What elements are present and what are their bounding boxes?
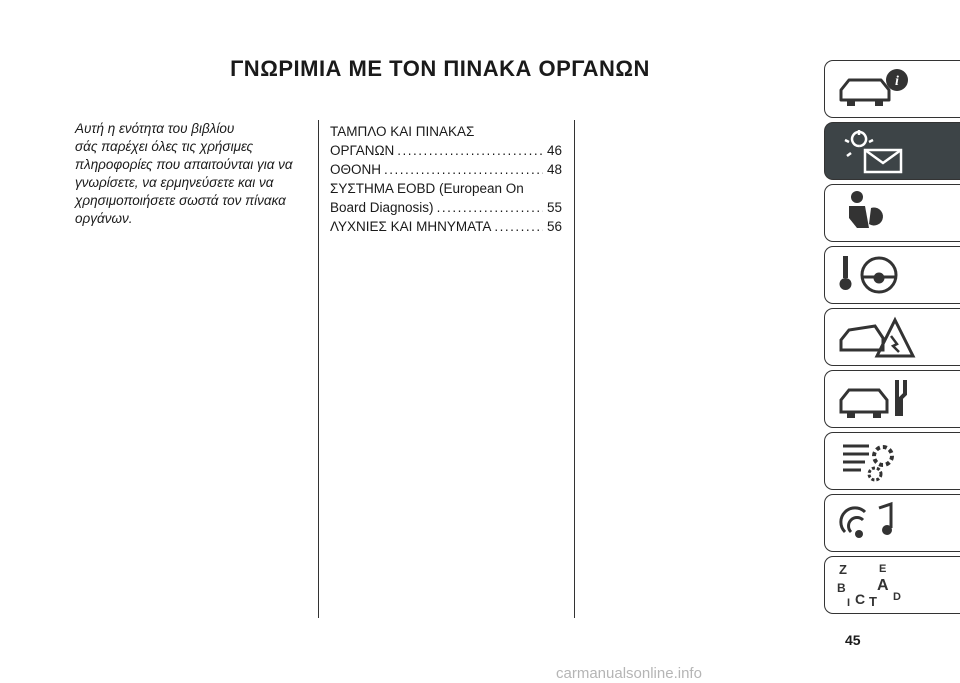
index-letter: Z xyxy=(839,562,847,577)
column-divider xyxy=(318,120,319,618)
intro-line: πληροφορίες που απαιτούνται για να xyxy=(75,157,293,172)
svg-text:i: i xyxy=(895,74,899,89)
chapter-tab[interactable] xyxy=(824,308,960,366)
intro-line: Αυτή η ενότητα του βιβλίου xyxy=(75,121,235,136)
leader-dots xyxy=(437,198,543,217)
chapter-tab-active[interactable] xyxy=(824,122,960,180)
car-info-icon xyxy=(835,64,919,114)
index-letter: C xyxy=(855,591,866,607)
toc-entry-title: ΟΡΓΑΝΩΝ xyxy=(330,143,395,158)
toc-page-number: 46 xyxy=(546,143,562,158)
leader-dots xyxy=(384,160,543,179)
index-letter: A xyxy=(877,577,889,594)
toc-page-number: 56 xyxy=(546,219,562,234)
intro-line: σάς παρέχει όλες τις χρήσιμες xyxy=(75,139,254,154)
chapter-tab[interactable] xyxy=(824,370,960,428)
warning-light-message-icon xyxy=(835,126,919,176)
car-tools-icon xyxy=(835,374,919,424)
index-letter: I xyxy=(847,597,851,609)
multimedia-icon xyxy=(835,498,919,548)
toc-entry-title: ΟΘΟΝΗ xyxy=(330,162,382,177)
index-letter: T xyxy=(869,594,877,609)
seat-airbag-icon xyxy=(835,188,919,238)
chapter-tab[interactable] xyxy=(824,246,960,304)
table-of-contents xyxy=(330,122,562,236)
leader-dots xyxy=(397,141,543,160)
index-letter: E xyxy=(879,563,887,575)
intro-text xyxy=(75,120,300,228)
toc-entry[interactable] xyxy=(330,217,562,236)
chapter-tab[interactable] xyxy=(824,556,960,614)
toc-entry[interactable] xyxy=(330,179,562,217)
chapter-tab[interactable] xyxy=(824,60,960,118)
intro-line: οργάνων. xyxy=(75,211,133,226)
index-letter: B xyxy=(837,581,846,595)
toc-entry-title: ΣΥΣΤΗΜΑ EOBD (European On xyxy=(330,181,524,196)
watermark: carmanualsonline.info xyxy=(556,665,702,682)
index-letter: D xyxy=(893,591,901,603)
toc-entry[interactable] xyxy=(330,160,562,179)
page-number: 45 xyxy=(845,632,861,648)
car-breakdown-warning-icon xyxy=(835,312,919,362)
specs-gear-icon xyxy=(835,436,919,486)
toc-entry-title: Board Diagnosis) xyxy=(330,200,434,215)
leader-dots xyxy=(494,217,543,236)
column-divider xyxy=(574,120,575,618)
toc-page-number: 55 xyxy=(546,200,562,215)
intro-line: γνωρίσετε, να ερμηνεύσετε και να xyxy=(75,175,274,190)
chapter-tab[interactable] xyxy=(824,184,960,242)
key-steering-wheel-icon xyxy=(835,250,919,300)
intro-line: χρησιμοποιήσετε σωστά τον πίνακα xyxy=(75,193,286,208)
toc-entry-title: ΛΥΧΝΙΕΣ ΚΑΙ ΜΗΝΥΜΑΤΑ xyxy=(330,219,492,234)
index-letters-icon xyxy=(835,560,919,610)
chapter-tab[interactable] xyxy=(824,494,960,552)
toc-page-number: 48 xyxy=(546,162,562,177)
toc-entry-title: ΤΑΜΠΛΟ ΚΑΙ ΠΙΝΑΚΑΣ xyxy=(330,124,475,139)
toc-entry[interactable] xyxy=(330,122,562,160)
page-title: ΓΝΩΡΙΜΙΑ ΜΕ ΤΟΝ ΠΙΝΑΚΑ ΟΡΓΑΝΩΝ xyxy=(230,56,650,81)
chapter-tab[interactable] xyxy=(824,432,960,490)
